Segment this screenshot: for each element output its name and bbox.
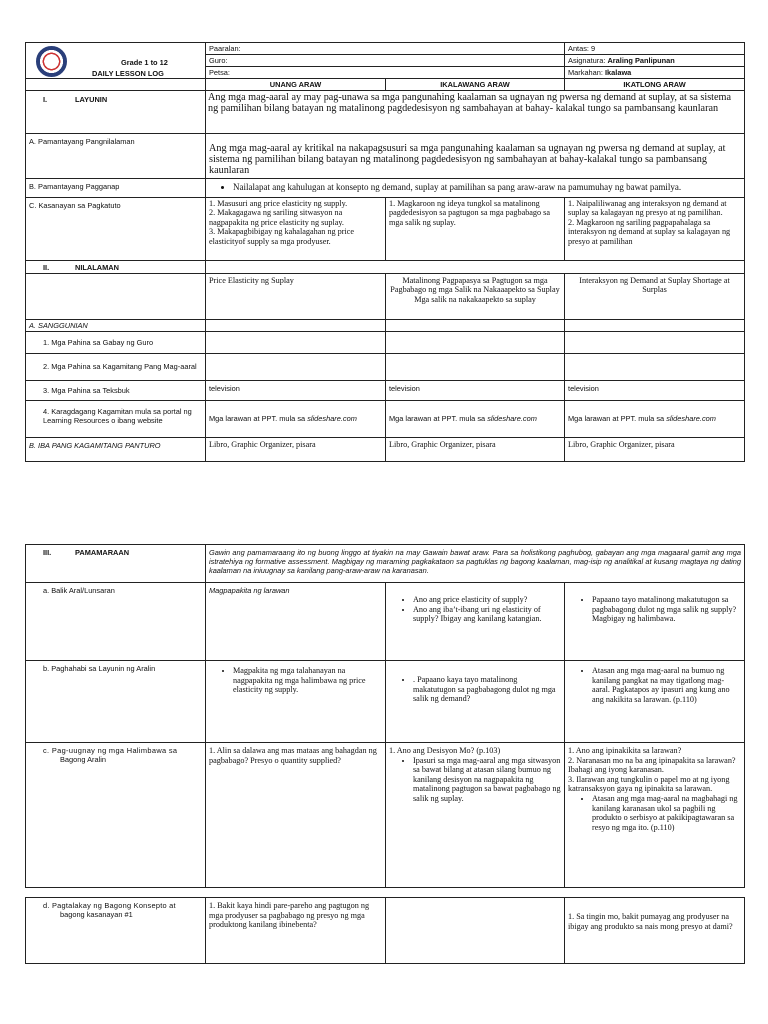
pag-uugnay-day2-head: 1. Ano ang Desisyon Mo? (p.103) [389,746,501,755]
balik-aral-label [26,583,206,661]
empty-cell [386,331,565,353]
section-pamamaraan-label [26,545,206,583]
section-nilalaman-label [26,260,206,273]
paghahabi-day2 [386,661,565,743]
gabay-label-text: 1. Mga Pahina sa Gabay ng Guro [43,337,154,347]
lesson-log-table-bottom [25,897,745,964]
section-number: III. [43,548,52,557]
empty-cell [386,319,565,331]
paghahabi-day3 [565,661,745,743]
karagdagang-source: slideshare.com [307,414,357,424]
empty-cell [206,319,386,331]
pag-uugnay-day3-line: 1. Ano ang ipinakikita sa larawan? [568,746,682,755]
pag-uugnay-label-line: Bagong Aralin [60,755,107,764]
kasanayan-day1 [206,197,386,260]
subject-field [565,55,745,67]
kagamitang-label [26,353,206,380]
date-field: Petsa: [206,67,565,79]
section-layunin-label [26,91,206,134]
pagtalakay-label-line: bagong kasanayan #1 [60,910,133,919]
kasanayan-day1-item: 2. Makagagawa ng sariling sitwasyon na nagpapakita ng price elasticity ng suplay. [209,208,344,227]
empty-cell [206,353,386,380]
pag-uugnay-day3 [565,743,745,888]
karagdagang-label-text: 4. Karagdagang Kagamitan mula sa portal ng Learning Resources o ibang website [43,406,192,425]
kasanayan-day2-item: 1. Magkaroon ng ideya tungkol sa matalinong pagdedesisyon sa pagtugon sa mga pagbabago sa mga salik ng suplay. [389,198,550,227]
karagdagang-day3 [565,400,745,437]
paghahabi-label-text: b. Paghahabi sa Layunin ng Aralin [43,664,156,673]
kasanayan-day3 [565,197,745,260]
kasanayan-day1-item: 1. Masusuri ang price elasticity ng supply. [209,198,348,208]
kasanayan-day2 [386,197,565,260]
iba-pang-day3: Libro, Graphic Organizer, pisara [565,437,745,461]
nilalaman-day2: Matalinong Pagpapasya sa Pagtugon sa mga Pagbabago ng mga Salik na Nakaaapekto sa Suplay Mga salik na nakakaapekto sa suplay [386,273,565,319]
empty-cell [565,331,745,353]
section-title: NILALAMAN [75,262,119,272]
empty-cell [206,331,386,353]
paghahabi-day1-item: • Magpakita ng mga talahanayan na nagpapakita ng mga halimbawa ng price elasticity ng supply. [233,666,382,695]
kasanayan-label: C. Kasanayan sa Pagkatuto [26,197,206,260]
empty-cell [565,319,745,331]
teksbuk-label [26,380,206,400]
quarter-value: Ikalawa [605,68,632,77]
balik-aral-day3-item: • Papaano tayo matalinong makatutugon sa pagbabagong dulot ng mga salik ng supply? Magbigay ng halimbawa. [592,595,741,624]
karagdagang-prefix: Mga larawan at PPT. mula sa [568,414,667,424]
karagdagang-label [26,400,206,437]
kasanayan-day3-item: 2. Magkaroon ng sariling pagpapahalaga sa interaksyon ng demand at suplay sa kalagayan ng presyo at pamilihan [568,217,731,246]
gabay-label [26,331,206,353]
pamamaraan-text: Gawin ang pamamaraang ito ng buong linggo at tiyakin na may Gawain bawat araw. Para sa holistikong paghubog, gabayan ang mga magaaral gamit ang mga istratehiya ng formative assessment. Magbigay ng maraming pagkakataon sa pagtuklas ng bagong kaalaman, mag-isip ng analitikal at kusang magtaya ng dating kaalaman na iniuugnay sa kanilang pang-araw-araw na karanasan. [206,545,745,583]
day-header-2: IKALAWANG ARAW [386,79,565,91]
balik-aral-day2-item: • Ano ang price elasticity of supply? [413,595,561,605]
layunin-text: Ang mga mag-aaral ay may pag-unawa sa mga pangunahing kaalaman sa ugnayan ng pwersa ng demand at suplay, at sa sistema ng pamilihan bilang batayan ng matalinong pagdedesisyon ng sambahayan at bahay- kalakal tungo sa pambansang kaunlaran [206,91,745,134]
pagtalakay-day2 [386,898,565,964]
nilalaman-header-blank [206,260,745,273]
section-number: II. [43,262,50,272]
kasanayan-day1-item: 3. Makapagbibigay ng kahalagahan ng price elasticityof supply sa mga prodyuser. [209,227,355,246]
pagtalakay-label [26,898,206,964]
nilalaman-day3: Interaksyon ng Demand at Suplay Shortage at Surplas [565,273,745,319]
deped-seal-icon [36,46,67,77]
empty-cell [565,353,745,380]
header-grade: Grade 1 to 12 [121,58,168,67]
pag-uugnay-day1: 1. Alin sa dalawa ang mas mataas ang bahagdan ng pagbabago? Presyo o quantity supplied? [206,743,386,888]
karagdagang-day2 [386,400,565,437]
teksbuk-day3: television [565,380,745,400]
pag-uugnay-day3-item: • Atasan ang mga mag-aaral na magbahagi ng kanilang karanasan ukol sa pagbili ng produkto o serbisyo at pakikipagtawaran sa resyo ng mga ito. (p.110) [592,794,741,832]
pagtalakay-label-line: d. Pagtalakay ng Bagong Konsepto at [43,901,176,910]
section-title: PAMAMARAAN [75,548,130,557]
teksbuk-day1: television [206,380,386,400]
header-title: DAILY LESSON LOG [92,69,164,78]
sanggunian-label: A. SANGGUNIAN [26,319,206,331]
teksbuk-label-text: 3. Mga Pahina sa Teksbuk [43,385,130,395]
iba-pang-label: B. IBA PANG KAGAMITANG PANTURO [26,437,206,461]
pagtalakay-day1: 1. Bakit kaya hindi pare-pareho ang pagtugon ng mga prodyuser sa pagbabago ng presyo ng mga produktong kanilang ibinebenta? [206,898,386,964]
lesson-log-table-middle [25,544,745,888]
pamantayang-pangnilalaman-label: A. Pamantayang Pangnilalaman [26,134,206,179]
kasanayan-day3-item: 1. Naipaliliwanag ang interaksyon ng demand at suplay sa kalagayan ng presyo at ng pamilihan. [568,198,727,218]
karagdagang-prefix: Mga larawan at PPT. mula sa [209,414,308,424]
day-header-3: IKATLONG ARAW [565,79,745,91]
balik-aral-day1: Magpapakita ng larawan [206,583,386,661]
balik-aral-day3 [565,583,745,661]
pamantayang-pangnilalaman-text: Ang mga mag-aaral ay kritikal na nakapagsusuri sa mga pangunahing kaalaman sa ugnayan ng pwersa ng demand at suplay, at sistema ng pamilihan bilang batayan ng matalinong pagdedesisyon ng sambahayan at bahay-kalakal tungo sa pambansang kaunlaran [206,134,745,179]
lesson-log-table-top [25,42,745,462]
subject-prefix: Asignatura: [568,56,608,65]
iba-pang-day2: Libro, Graphic Organizer, pisara [386,437,565,461]
pamantayang-pagganap-cell [206,178,745,197]
paghahabi-day3-item: • Atasan ang mga mag-aaral na bumuo ng kanilang pangkat na may tigatlong mag-aaral. Pagkatapos ay ipasuri ang kung ano ang nakikita sa larawan. (p.110) [592,666,741,704]
karagdagang-source: slideshare.com [487,414,537,424]
kagamitang-label-text: 2. Mga Pahina sa Kagamitang Pang Mag-aaral [43,362,197,372]
school-field: Paaralan: [206,43,565,55]
pagtalakay-day3: 1. Sa tingin mo, bakit pumayag ang prodyuser na ibigay ang produkto sa nais mong presyo at dami? [565,898,745,964]
blank-cell [26,79,206,91]
quarter-prefix: Markahan: [568,68,605,77]
quarter-field [565,67,745,79]
grade-level-field: Antas: 9 [565,43,745,55]
paghahabi-day2-item: • . Papaano kaya tayo matalinong makatutugon sa pagbabagong dulot ng mga salik ng demand? [413,675,561,704]
karagdagang-source: slideshare.com [666,414,716,424]
pag-uugnay-day2 [386,743,565,888]
teacher-field: Guro: [206,55,565,67]
nilalaman-blank [26,273,206,319]
empty-cell [386,353,565,380]
balik-aral-day2-item: • Ano ang iba’t-ibang uri ng elasticity of supply? Ibigay ang kanilang katangian. [413,605,561,624]
pamantayang-pagganap-text: • Nailalapat ang kahulugan at konsepto ng demand, suplay at pamilihan sa pang araw-araw na pamumuhay ng bawat pamilya. [233,182,741,192]
pag-uugnay-label-line: c. Pag-uugnay ng mga Halimbawa sa [43,746,178,755]
balik-aral-day2 [386,583,565,661]
teksbuk-day2: television [386,380,565,400]
balik-aral-label-text: a. Balik Aral/Lunsaran [43,586,115,595]
nilalaman-day1: Price Elasticity ng Suplay [206,273,386,319]
day-header-1: UNANG ARAW [206,79,386,91]
karagdagang-prefix: Mga larawan at PPT. mula sa [389,414,488,424]
paghahabi-label [26,661,206,743]
pag-uugnay-day3-line: 3. Ilarawan ang tungkulin o papel mo at ng iyong katransaksyon gaya ng ipinakita sa larawan. [568,774,730,794]
pag-uugnay-day2-item: • Ipasuri sa mga mag-aaral ang mga sitwasyon sa bawat bilang at atasan silang bumuo ng kanilang desisyon na nagpapakita ng matalinong pagtugon sa bawat pagbabago ng salik ng suplay. [413,756,561,804]
header-logo-cell [26,43,206,79]
pag-uugnay-label [26,743,206,888]
iba-pang-day1: Libro, Graphic Organizer, pisara [206,437,386,461]
section-number: I. [43,95,48,104]
subject-value: Araling Panlipunan [607,56,675,65]
section-title: LAYUNIN [75,95,108,104]
paghahabi-day1 [206,661,386,743]
pamantayang-pagganap-label: B. Pamantayang Pagganap [26,178,206,197]
karagdagang-day1 [206,400,386,437]
pag-uugnay-day3-line: 2. Naranasan mo na ba ang ipinapakita sa larawan? Ibahagi ang iyong karanasan. [568,755,736,775]
